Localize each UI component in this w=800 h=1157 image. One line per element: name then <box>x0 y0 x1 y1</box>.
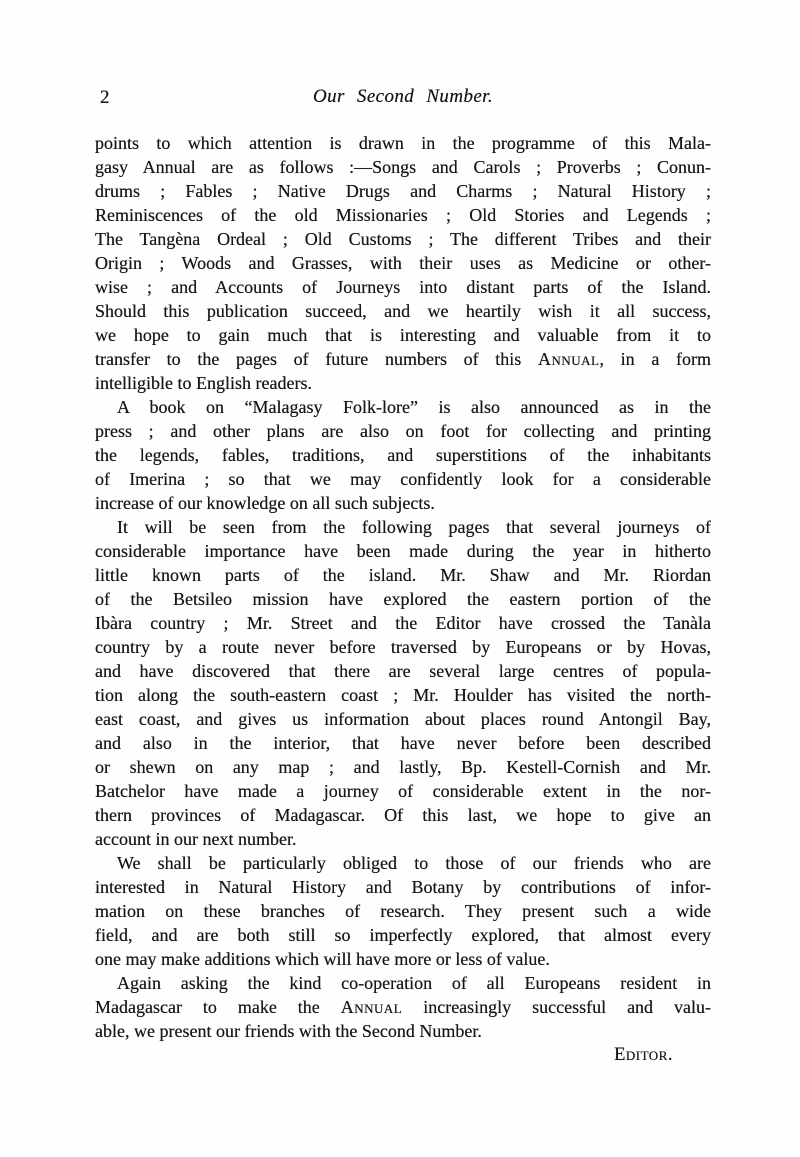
text-line: and have discovered that there are several large centres of popula- <box>95 661 711 681</box>
text-line: country by a route never before traversed by Europeans or by Hovas, <box>95 637 711 657</box>
text-line: thern provinces of Madagascar. Of this last, we hope to give an <box>95 805 711 825</box>
text-line: we hope to gain much that is interesting and valuable from it to <box>95 325 711 345</box>
text-line: the legends, fables, traditions, and superstitions of the inhabitants <box>95 445 711 465</box>
text-line: account in our next number. <box>95 829 297 849</box>
text-line: Again asking the kind co-operation of all Europeans resident in <box>117 973 711 993</box>
running-title: Our Second Number. <box>312 86 494 107</box>
text-line: increase of our knowledge on all such subjects. <box>95 493 435 513</box>
text-line: Should this publication succeed, and we heartily wish it all success, <box>95 301 711 321</box>
paragraph <box>95 515 711 851</box>
text-line: able, we present our friends with the Second Number. <box>95 1021 482 1041</box>
small-caps-text: Annual <box>340 997 403 1017</box>
text-line: interested in Natural History and Botany by contributions of infor- <box>95 877 711 897</box>
text-line: wise ; and Accounts of Journeys into distant parts of the Island. <box>95 277 711 297</box>
text-line: transfer to the pages of future numbers of this Annual, in a form <box>95 349 712 369</box>
text-line: mation on these branches of research. They present such a wide <box>95 901 711 921</box>
text-line: press ; and other plans are also on foot for collecting and printing <box>95 421 711 441</box>
page-number: 2 <box>100 87 110 108</box>
text-line: Ibàra country ; Mr. Street and the Editor have crossed the Tanàla <box>95 613 711 633</box>
text-line: field, and are both still so imperfectly explored, that almost every <box>95 925 711 945</box>
text-line: Reminiscences of the old Missionaries ; Old Stories and Legends ; <box>95 205 711 225</box>
page-header <box>95 86 711 112</box>
text-line: A book on “Malagasy Folk-lore” is also announced as in the <box>117 397 711 417</box>
text-line: drums ; Fables ; Native Drugs and Charms ; Natural History ; <box>95 181 711 201</box>
text-line: considerable importance have been made during the year in hitherto <box>95 541 711 561</box>
paragraph <box>95 971 711 1043</box>
text-line: The Tangèna Ordeal ; Old Customs ; The different Tribes and their <box>95 229 711 249</box>
text-line: Origin ; Woods and Grasses, with their uses as Medicine or other- <box>95 253 711 273</box>
text-line: We shall be particularly obliged to those of our friends who are <box>117 853 711 873</box>
text-line: and also in the interior, that have never before been described <box>95 733 711 753</box>
text-line: of Imerina ; so that we may confidently look for a considerable <box>95 469 711 489</box>
text-line: little known parts of the island. Mr. Shaw and Mr. Riordan <box>95 565 711 585</box>
text-line: Madagascar to make the Annual increasingly successful and valu- <box>95 997 711 1017</box>
text-line: one may make additions which will have more or less of value. <box>95 949 550 969</box>
text-line: east coast, and gives us information about places round Antongil Bay, <box>95 709 711 729</box>
text-line: of the Betsileo mission have explored the eastern portion of the <box>95 589 711 609</box>
small-caps-text: Editor. <box>614 1045 673 1065</box>
small-caps-text: Annual <box>538 349 600 369</box>
paragraph <box>95 131 711 395</box>
paragraph <box>95 851 711 971</box>
text-line: Batchelor have made a journey of considerable extent in the nor- <box>95 781 711 801</box>
text-line: or shewn on any map ; and lastly, Bp. Kestell-Cornish and Mr. <box>95 757 711 777</box>
text-line: gasy Annual are as follows :—Songs and Carols ; Proverbs ; Conun- <box>95 157 711 177</box>
paragraph <box>95 395 711 515</box>
page-content <box>95 86 711 1067</box>
text-line: intelligible to English readers. <box>95 373 312 393</box>
text-block <box>95 131 711 1043</box>
text-line: tion along the south-eastern coast ; Mr. Houlder has visited the north- <box>95 685 711 705</box>
text-line: points to which attention is drawn in the programme of this Mala- <box>95 133 711 153</box>
text-line: It will be seen from the following pages that several journeys of <box>117 517 711 537</box>
editor-signature <box>95 1043 711 1067</box>
